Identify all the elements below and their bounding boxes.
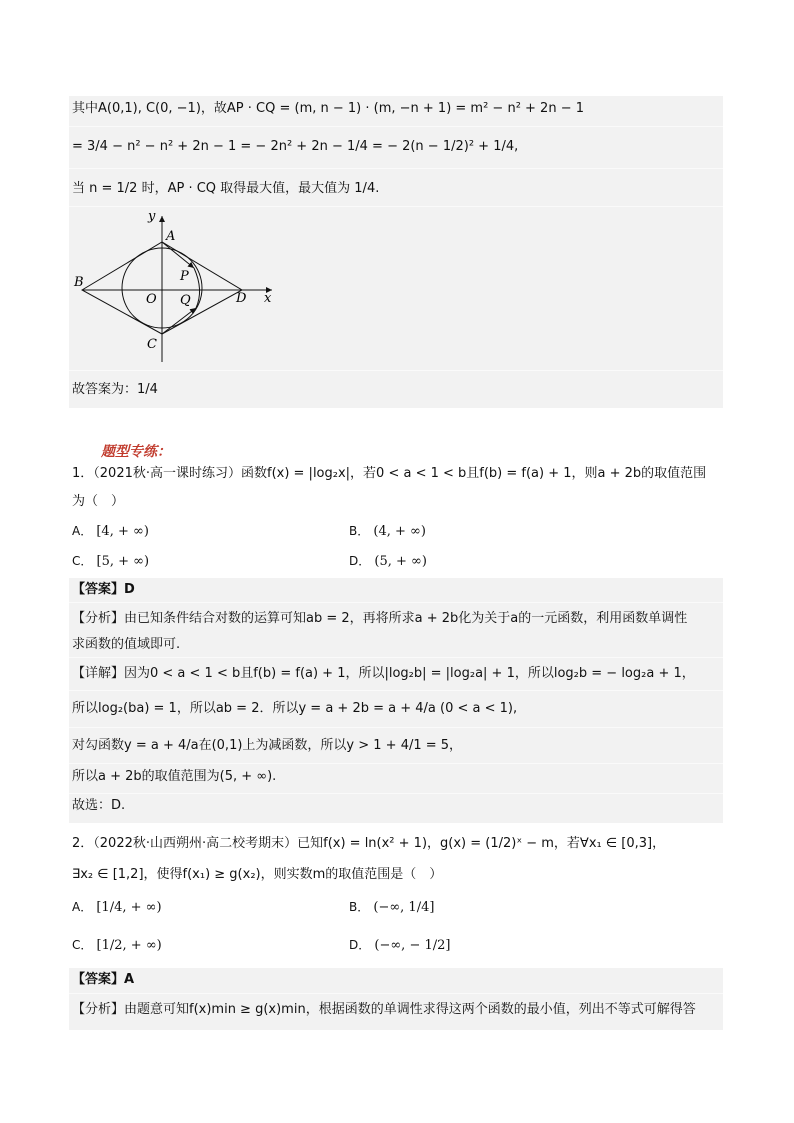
solution-answer: 故答案为：1/4 bbox=[72, 382, 158, 397]
divider bbox=[69, 993, 723, 994]
option-letter: B． bbox=[349, 524, 370, 538]
label-b: B bbox=[74, 275, 84, 290]
q1-option-a[interactable] bbox=[72, 522, 149, 539]
section-heading: 题型专练： bbox=[101, 444, 171, 460]
divider bbox=[69, 793, 723, 794]
q1-option-b[interactable] bbox=[349, 522, 426, 539]
q1-detail-line-3: 对勾函数y = a + 4/a在(0,1)上为减函数，所以y > 1 + 4/1 = 5， bbox=[72, 738, 463, 753]
option-text: [1/4, + ∞) bbox=[96, 900, 162, 915]
q2-option-d[interactable] bbox=[349, 936, 450, 953]
q1-option-c[interactable] bbox=[72, 552, 149, 569]
vector-cq bbox=[162, 308, 196, 334]
option-text: (5, + ∞) bbox=[374, 554, 427, 569]
label-c: C bbox=[147, 337, 157, 352]
label-q: Q bbox=[180, 293, 191, 308]
vector-ap bbox=[162, 242, 194, 268]
q1-choice: 故选：D. bbox=[72, 798, 126, 813]
option-letter: D． bbox=[349, 938, 371, 952]
option-letter: C． bbox=[72, 554, 93, 568]
q2-analysis-line-1: 【分析】由题意可知f(x)min ≥ g(x)min，根据函数的单调性求得这两个函数的最小值，列出不等式可解得答 bbox=[72, 1002, 696, 1017]
solution-line-1: 其中A(0,1), C(0, −1)，故AP · CQ = (m, n − 1) · (m, −n + 1) = m² − n² + 2n − 1 bbox=[72, 101, 584, 116]
solution-line-3: 当 n = 1/2 时，AP · CQ 取得最大值，最大值为 1/4. bbox=[72, 181, 380, 196]
q1-analysis-line-2: 求函数的值域即可. bbox=[72, 637, 181, 652]
q2-option-b[interactable] bbox=[349, 898, 434, 915]
divider bbox=[69, 602, 723, 603]
geometry-figure bbox=[70, 206, 290, 370]
divider bbox=[69, 126, 723, 127]
option-letter: A． bbox=[72, 900, 93, 914]
option-text: [4, + ∞) bbox=[96, 524, 149, 539]
q1-detail-line-4: 所以a + 2b的取值范围为(5, + ∞). bbox=[72, 769, 277, 784]
q1-stem-line-2: 为（ ） bbox=[72, 494, 125, 509]
q2-option-c[interactable] bbox=[72, 936, 162, 953]
option-letter: D． bbox=[349, 554, 371, 568]
q1-detail-line-2: 所以log₂(ba) = 1，所以ab = 2．所以y = a + 2b = a + 4/a (0 < a < 1), bbox=[72, 701, 518, 716]
option-text: (4, + ∞) bbox=[373, 524, 426, 539]
q1-detail-line-1: 【详解】因为0 < a < 1 < b且f(b) = f(a) + 1，所以|log₂b| = |log₂a| + 1，所以log₂b = − log₂a + 1， bbox=[72, 666, 695, 681]
divider bbox=[69, 690, 723, 691]
divider bbox=[69, 727, 723, 728]
option-text: (−∞, 1/4] bbox=[373, 900, 435, 915]
label-p: P bbox=[180, 269, 189, 284]
label-y: y bbox=[148, 209, 156, 224]
label-a: A bbox=[166, 229, 176, 244]
label-x: x bbox=[264, 291, 272, 306]
option-text: [1/2, + ∞) bbox=[96, 938, 162, 953]
q2-stem-line-2: ∃x₂ ∈ [1,2]，使得f(x₁) ≥ g(x₂)，则实数m的取值范围是（ ） bbox=[72, 867, 443, 882]
q1-option-d[interactable] bbox=[349, 552, 427, 569]
solution-line-2: = 3/4 − n² − n² + 2n − 1 = − 2n² + 2n − 1/4 = − 2(n − 1/2)² + 1/4, bbox=[72, 139, 519, 154]
option-text: (−∞, − 1/2] bbox=[374, 938, 451, 953]
q1-stem-line-1: 1．（2021秋·高一课时练习）函数f(x) = |log₂x|，若0 < a < 1 < b且f(b) = f(a) + 1，则a + 2b的取值范围 bbox=[72, 466, 707, 481]
label-o: O bbox=[146, 292, 157, 307]
q2-answer-block-background bbox=[69, 968, 723, 1030]
divider bbox=[69, 763, 723, 764]
q2-stem-line-1: 2．（2022秋·山西朔州·高二校考期末）已知f(x) = ln(x² + 1)，g(x) = (1/2)ˣ − m，若∀x₁ ∈ [0,3]， bbox=[72, 836, 666, 851]
q1-analysis-line-1: 【分析】由已知条件结合对数的运算可知ab = 2，再将所求a + 2b化为关于a的一元函数，利用函数单调性 bbox=[72, 611, 688, 626]
q1-answer: 【答案】D bbox=[72, 582, 135, 597]
option-letter: C． bbox=[72, 938, 93, 952]
divider bbox=[69, 657, 723, 658]
option-letter: B． bbox=[349, 900, 370, 914]
divider bbox=[69, 370, 723, 371]
arc-pq bbox=[194, 268, 200, 308]
label-d: D bbox=[236, 291, 247, 306]
divider bbox=[69, 168, 723, 169]
option-letter: A． bbox=[72, 524, 93, 538]
option-text: [5, + ∞) bbox=[96, 554, 150, 569]
q2-answer: 【答案】A bbox=[72, 972, 135, 987]
q2-option-a[interactable] bbox=[72, 898, 162, 915]
